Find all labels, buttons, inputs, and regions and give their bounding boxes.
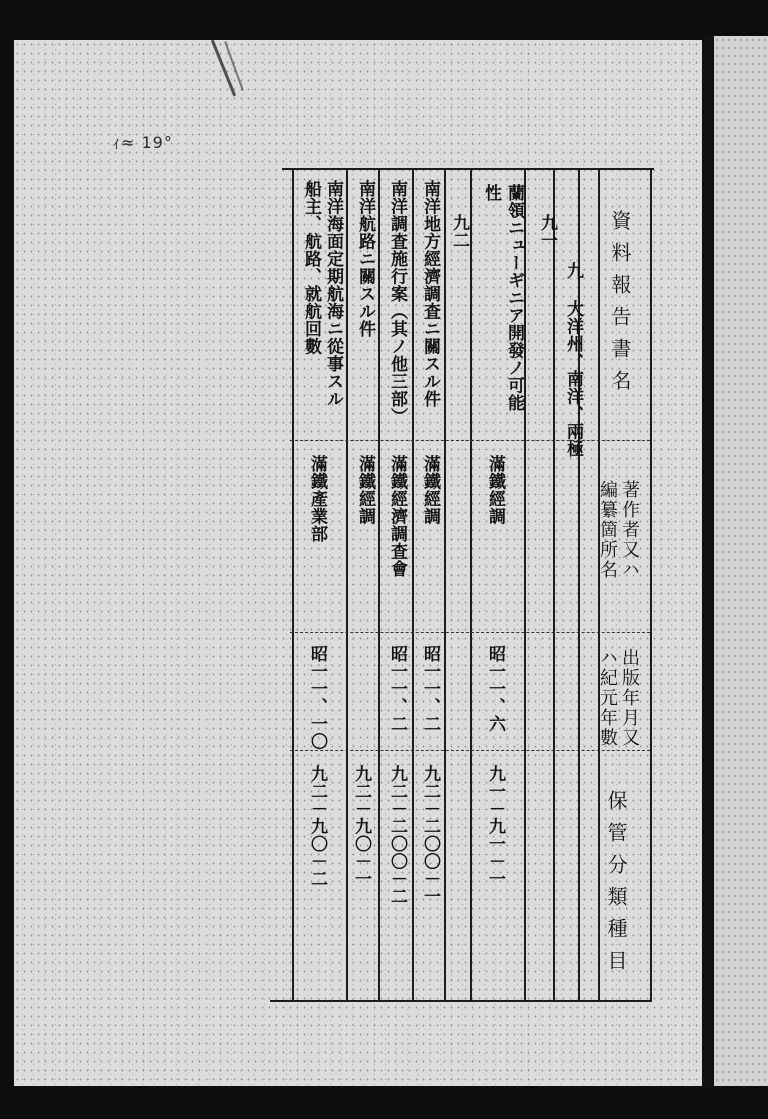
entry-title: 南洋航路ニ關スル件 — [355, 180, 375, 338]
entry-title-cont: 船主、航路、就航回數 — [301, 180, 321, 355]
entry-date: 昭一一、六 — [485, 645, 505, 733]
entry-author: 滿鐵經調 — [420, 455, 440, 525]
header-author-line2: 編纂箇所名 — [597, 480, 618, 580]
header-title: 資料報告書名 — [608, 210, 632, 402]
entry-title: 蘭領ニューギニア開發ノ可能 — [504, 184, 524, 412]
header-date-line1: 出版年月又 — [619, 648, 640, 748]
entry-author: 滿鐵經調 — [485, 455, 505, 525]
entry-author: 滿鐵經調 — [355, 455, 375, 525]
column-divider — [378, 168, 380, 1000]
column-divider — [598, 168, 600, 1000]
entry-classification: 九二－九〇－二 — [307, 765, 327, 888]
column-divider — [346, 168, 348, 1000]
column-divider — [524, 168, 526, 1000]
column-divider — [470, 168, 472, 1000]
entry-title: 南洋地方經濟調査ニ關スル件 — [420, 180, 440, 408]
entry-date: 昭一一、一〇 — [307, 645, 327, 750]
header-classification: 保管分類種目 — [604, 790, 628, 982]
table-right-border — [650, 168, 652, 1000]
column-divider — [412, 168, 414, 1000]
header-author-line1: 著作者又ハ — [619, 480, 640, 580]
entry-author: 滿鐵經濟調査會 — [387, 455, 407, 578]
entry-date: 昭一一、二 — [420, 645, 440, 733]
subsection-number: 九一 — [537, 214, 557, 249]
entry-author: 滿鐵產業部 — [307, 455, 327, 543]
section-number: 九 — [563, 262, 583, 280]
column-separator — [290, 440, 650, 441]
entry-classification: 九二－二〇〇－二 — [387, 765, 407, 905]
section-title: 大洋州、南洋、兩極 — [563, 300, 583, 458]
column-divider — [553, 168, 555, 1000]
column-divider — [292, 168, 294, 1000]
adjacent-page-edge — [714, 36, 768, 1086]
entry-title: 南洋海面定期航海ニ從事スル — [323, 180, 343, 408]
header-date-line2: ハ紀元年數 — [597, 648, 618, 748]
page-corner-mark: ｨ≈ 19° — [112, 133, 173, 152]
column-separator — [290, 632, 650, 633]
entry-title: 南洋調査施行案（其ノ他三部） — [387, 180, 407, 425]
subsection-number: 九二 — [449, 214, 469, 249]
column-separator — [290, 750, 650, 751]
entry-classification: 九一－九一－一 — [485, 765, 505, 888]
entry-classification: 九二－二〇〇－一 — [420, 765, 440, 905]
entry-title-cont: 性 — [481, 184, 501, 202]
book-spine — [702, 36, 714, 1088]
column-divider — [578, 168, 580, 1000]
entry-classification: 九二－九〇－一 — [351, 765, 371, 888]
column-divider — [444, 168, 446, 1000]
table-bottom-border — [270, 1000, 652, 1002]
entry-date: 昭一一、二 — [387, 645, 407, 733]
